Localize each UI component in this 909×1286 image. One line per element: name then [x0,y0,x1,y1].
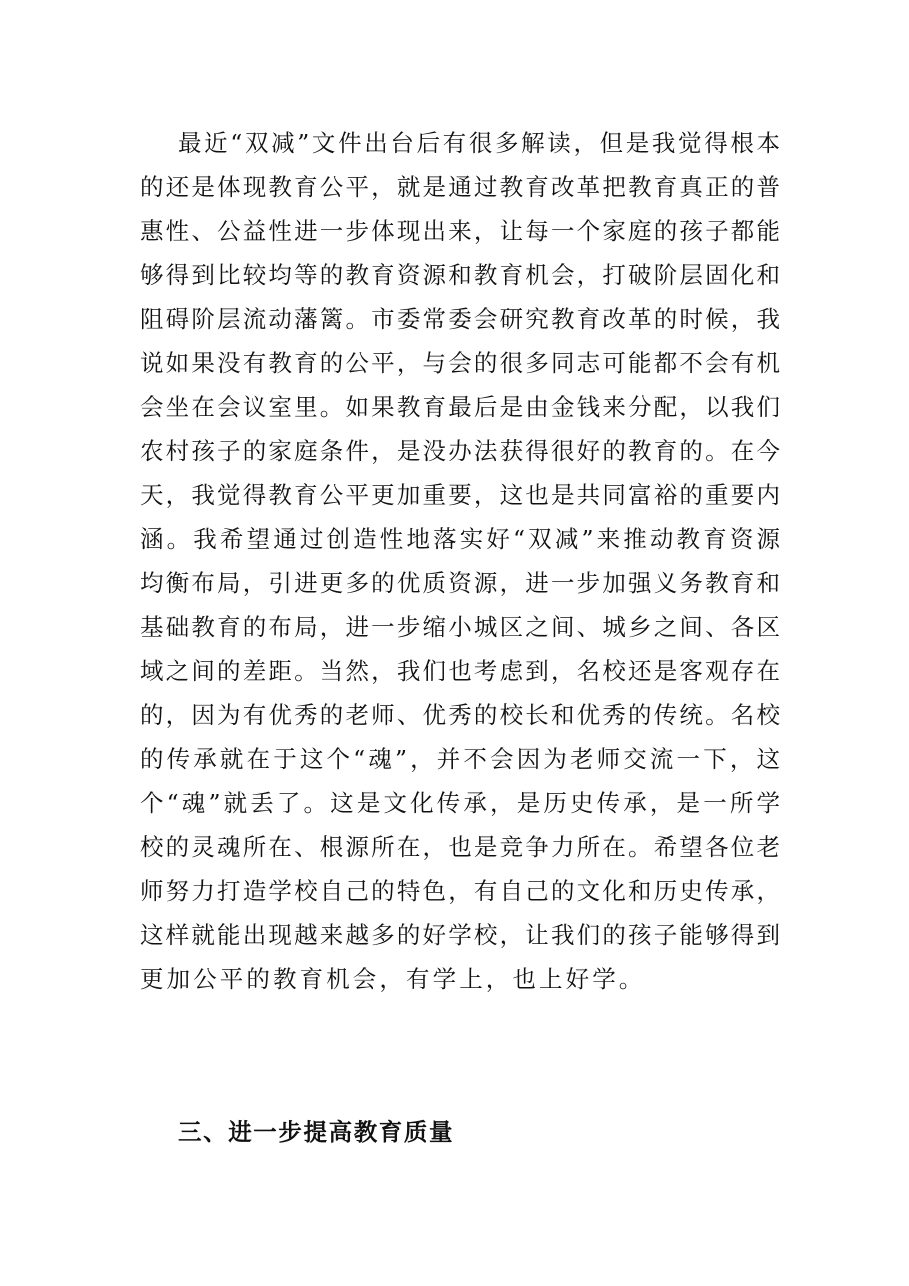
paragraph-line: 的传承就在于这个“魂”，并不会因为老师交流一下，这 [140,745,780,773]
paragraph-line: 阻碍阶层流动藩篱。市委常委会研究教育改革的时候，我 [140,305,780,333]
paragraph-line: 域之间的差距。当然，我们也考虑到，名校还是客观存在 [140,657,780,685]
paragraph-line: 均衡布局，引进更多的优质资源，进一步加强义务教育和 [140,569,780,597]
paragraph-line: 校的灵魂所在、根源所在，也是竞争力所在。希望各位老 [140,833,780,861]
paragraph-line: 够得到比较均等的教育资源和教育机会，打破阶层固化和 [140,261,780,289]
paragraph-line: 会坐在会议室里。如果教育最后是由金钱来分配，以我们 [140,393,780,421]
paragraph-line: 农村孩子的家庭条件，是没办法获得很好的教育的。在今 [140,437,780,465]
paragraph-line: 最近“双减”文件出台后有很多解读，但是我觉得根本 [178,129,780,157]
paragraph-line: 惠性、公益性进一步体现出来，让每一个家庭的孩子都能 [140,217,780,245]
paragraph-line: 涵。我希望通过创造性地落实好“双减”来推动教育资源 [140,525,780,553]
paragraph-line: 师努力打造学校自己的特色，有自己的文化和历史传承， [140,877,780,905]
paragraph-line: 的，因为有优秀的老师、优秀的校长和优秀的传统。名校 [140,701,780,729]
paragraph-line: 这样就能出现越来越多的好学校，让我们的孩子能够得到 [140,921,780,949]
paragraph-line: 基础教育的布局，进一步缩小城区之间、城乡之间、各区 [140,613,780,641]
paragraph-line: 天，我觉得教育公平更加重要，这也是共同富裕的重要内 [140,481,780,509]
paragraph-line: 说如果没有教育的公平，与会的很多同志可能都不会有机 [140,349,780,377]
paragraph-line: 个“魂”就丢了。这是文化传承，是历史传承，是一所学 [140,789,780,817]
section-heading: 三、进一步提高教育质量 [178,1118,455,1146]
paragraph-line: 更加公平的教育机会，有学上，也上好学。 [140,965,646,993]
paragraph-line: 的还是体现教育公平，就是通过教育改革把教育真正的普 [140,173,780,201]
